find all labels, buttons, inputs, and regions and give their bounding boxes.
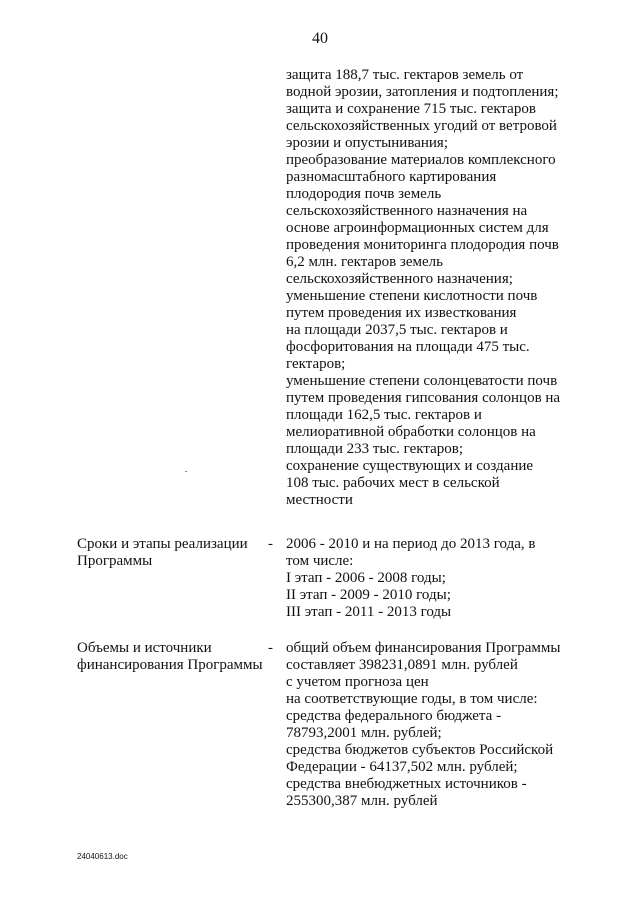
- section-value-line: III этап - 2011 - 2013 годы: [286, 604, 452, 620]
- section-value-line: средства федерального бюджета -: [286, 708, 502, 724]
- text-line: 6,2 млн. гектаров земель: [286, 254, 443, 270]
- text-line: местности: [286, 492, 353, 508]
- text-line: эрозии и опустынивания;: [286, 135, 448, 151]
- section-separator: -: [268, 640, 273, 656]
- page-number: 40: [312, 30, 328, 47]
- text-line: плодородия почв земель: [286, 186, 442, 202]
- section-value-line: 255300,387 млн. рублей: [286, 793, 438, 809]
- text-line: водной эрозии, затопления и подтопления;: [286, 84, 559, 100]
- text-line: защита и сохранение 715 тыс. гектаров: [286, 101, 536, 117]
- scan-speck: [185, 471, 187, 472]
- text-line: площади 233 тыс. гектаров;: [286, 441, 464, 457]
- section-value-line: средства внебюджетных источников -: [286, 776, 527, 792]
- text-line: путем проведения их известкования: [286, 305, 517, 321]
- text-line: на площади 2037,5 тыс. гектаров и: [286, 322, 508, 338]
- section-label-line: Сроки и этапы реализации: [77, 536, 248, 552]
- section-value-line: общий объем финансирования Программы: [286, 640, 561, 656]
- text-line: уменьшение степени солонцеватости почв: [286, 373, 558, 389]
- text-line: проведения мониторинга плодородия почв: [286, 237, 559, 253]
- text-line: 108 тыс. рабочих мест в сельской: [286, 475, 500, 491]
- section-value-line: 2006 - 2010 и на период до 2013 года, в: [286, 536, 536, 552]
- text-line: уменьшение степени кислотности почв: [286, 288, 538, 304]
- section-value-line: Федерации - 64137,502 млн. рублей;: [286, 759, 518, 775]
- section-separator: -: [268, 536, 273, 552]
- text-line: сельскохозяйственного назначения;: [286, 271, 513, 287]
- text-line: площади 162,5 тыс. гектаров и: [286, 407, 482, 423]
- section-value-line: I этап - 2006 - 2008 годы;: [286, 570, 446, 586]
- section-value-line: 78793,2001 млн. рублей;: [286, 725, 442, 741]
- text-line: фосфоритования на площади 475 тыс.: [286, 339, 530, 355]
- document-filename: 24040613.doc: [77, 852, 128, 861]
- section-value-line: составляет 398231,0891 млн. рублей: [286, 657, 518, 673]
- text-line: путем проведения гипсования солонцов на: [286, 390, 561, 406]
- section-value-line: на соответствующие годы, в том числе:: [286, 691, 538, 707]
- section-value-line: средства бюджетов субъектов Российской: [286, 742, 554, 758]
- text-line: сохранение существующих и создание: [286, 458, 534, 474]
- text-line: защита 188,7 тыс. гектаров земель от: [286, 67, 524, 83]
- text-line: разномасштабного картирования: [286, 169, 497, 185]
- text-line: преобразование материалов комплексного: [286, 152, 556, 168]
- section-value-line: с учетом прогноза цен: [286, 674, 429, 690]
- section-value-line: том числе:: [286, 553, 354, 569]
- section-label-line: финансирования Программы: [77, 657, 263, 673]
- section-value-line: II этап - 2009 - 2010 годы;: [286, 587, 451, 603]
- section-label-line: Программы: [77, 553, 153, 569]
- text-line: мелиоративной обработки солонцов на: [286, 424, 536, 440]
- section-label-line: Объемы и источники: [77, 640, 212, 656]
- text-line: сельскохозяйственного назначения на: [286, 203, 528, 219]
- text-line: сельскохозяйственных угодий от ветровой: [286, 118, 557, 134]
- text-line: гектаров;: [286, 356, 346, 372]
- text-line: основе агроинформационных систем для: [286, 220, 549, 236]
